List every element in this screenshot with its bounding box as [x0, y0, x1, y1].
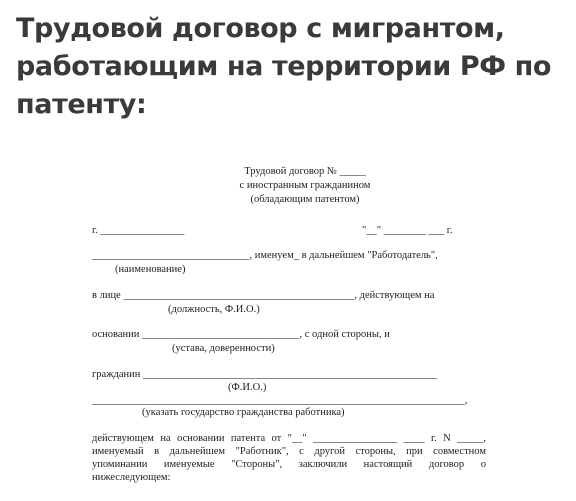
- city-field: г. ________________: [92, 225, 185, 236]
- citizen-line: гражданин ________________________________________________________: [92, 369, 437, 380]
- heading-line-3: патенту:: [16, 89, 147, 120]
- heading-line-1: Трудовой договор с мигрантом,: [16, 13, 505, 44]
- patent-line-4: нижеследующем:: [92, 472, 171, 483]
- representative-hint: (должность, Ф.И.О.): [168, 304, 260, 315]
- patent-line-2: именуемый в дальнейшем "Работник", с другой стороны, при совместном: [92, 446, 486, 457]
- basis-hint: (устава, доверенности): [172, 343, 275, 354]
- contract-title: Трудовой договор № _____: [244, 166, 366, 177]
- citizenship-line: _______________________________________________________________________,: [92, 395, 468, 406]
- heading-line-2: работающим на территории РФ по: [16, 51, 552, 82]
- citizen-hint: (Ф.И.О.): [228, 382, 267, 393]
- contract-subtitle-note: (обладающим патентом): [250, 194, 360, 205]
- patent-line-1: действующем на основании патента от "__" ________________ ____ г. N _____,: [92, 433, 486, 444]
- representative-line: в лице ____________________________________________, действующем на: [92, 290, 435, 301]
- date-field: "__" ________ ___ г.: [362, 225, 453, 236]
- patent-line-3: упоминании именуемые "Стороны", заключили настоящий договор о: [92, 459, 486, 470]
- employer-hint: (наименование): [115, 264, 186, 275]
- contract-subtitle: с иностранным гражданином: [239, 180, 371, 191]
- employer-line: ______________________________, именуем_ в дальнейшем "Работодатель",: [92, 250, 438, 261]
- citizenship-hint: (указать государство гражданства работника): [142, 407, 345, 418]
- basis-line: основании ______________________________, с одной стороны, и: [92, 329, 390, 340]
